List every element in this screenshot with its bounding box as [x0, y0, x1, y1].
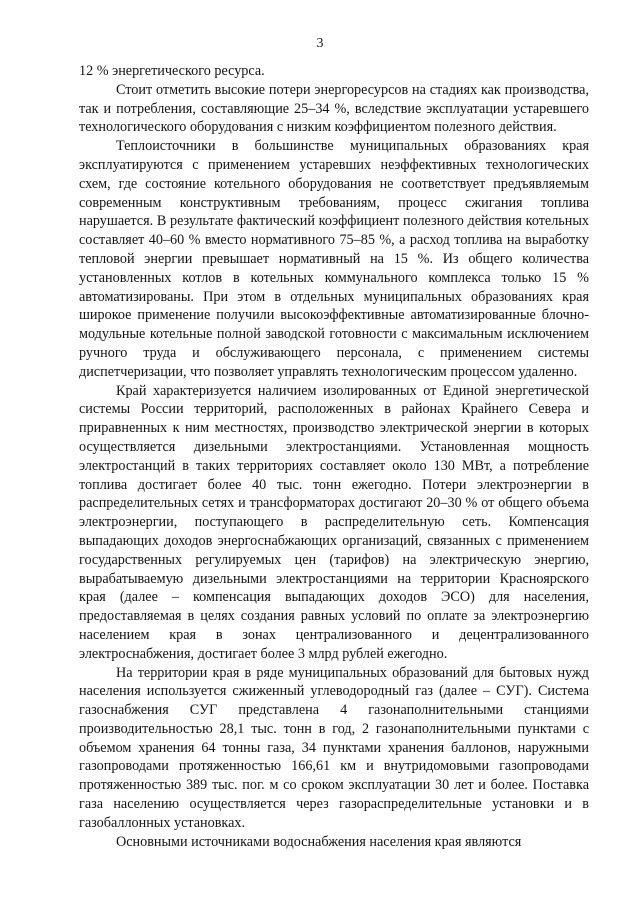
paragraph-liquefied-gas: На территории края в ряде муниципальных образований для бытовых нужд населения используется сжиженный углеводородный газ (далее – СУГ). Система газоснабжения СУГ представлена 4 газонаполнительными станциями производительностью 28,1 тыс. тонн в год, 2 газонаполнительными пунктами с объемом хранения 64 тонны газа, 34 пунктами хранения баллонов, наружными газопроводами протяженностью 166,61 км и внутридомовыми газопроводами протяженностью 389 тыс. пог. м со сроком эксплуатации 30 лет и более. Поставка газа населению осуществляется через газораспределительные установки и в газобаллонных установках. [79, 664, 589, 831]
paragraph-continuation: 12 % энергетического ресурса. [79, 63, 265, 79]
paragraph-heat-sources: Теплоисточники в большинстве муниципальных образованиях края эксплуатируются с применением устаревших неэффективных технологических схем, где состояние котельного оборудования не соответствует предъявляемым современным конструктивным требованиям, процесс сжигания топлива нарушается. В результате фактический коэффициент полезного действия котельных составляет 40–60 % вместо нормативного 75–85 %, а расход топлива на выработку тепловой энергии превышает нормативный на 15 %. Из общего количества установленных котлов в котельных коммунального комплекса только 15 % автоматизированы. При этом в отдельных муниципальных образованиях края широкое применение получили высокоэффективные автоматизированные блочно-модульные котельные полной заводской готовности с максимальным исключением ручного труда и обслуживающего персонала, с применением системы диспетчеризации, что позволяет управлять технологическим процессом удаленно. [79, 138, 589, 380]
page-number: 3 [316, 36, 324, 51]
document-body [79, 62, 589, 851]
paragraph-isolated-territories: Край характеризуется наличием изолированных от Единой энергетической системы России территорий, расположенных в районах Крайнего Севера и приравненных к ним местностях, производство электрической энергии в которых осуществляется дизельными электростанциями. Установленная мощность электростанций в таких территориях составляет около 130 МВт, а потребление топлива достигает более 40 тыс. тонн ежегодно. Потери электроэнергии в распределительных сетях и трансформаторах достигают 20–30 % от общего объема электроэнергии, поступающего в распределительную сеть. Компенсация выпадающих доходов энергоснабжающих организаций, связанных с применением государственных регулируемых цен (тарифов) на электрическую энергию, вырабатываемую дизельными электростанциями на территории Красноярского края (далее – компенсация выпадающих доходов ЭСО) для населения, предоставляемая в целях создания равных условий по оплате за электроэнергию населением края в зонах централизованного и децентрализованного электроснабжения, достигает более 3 млрд рублей ежегодно. [79, 382, 589, 662]
paragraph-energy-losses: Стоит отметить высокие потери энергоресурсов на стадиях как производства, так и потребления, составляющие 25–34 %, вследствие эксплуатации устаревшего технологического оборудования с низким коэффициентом полезного действия. [79, 81, 589, 136]
paragraph-water-supply: Основными источниками водоснабжения населения края являются [116, 833, 522, 850]
